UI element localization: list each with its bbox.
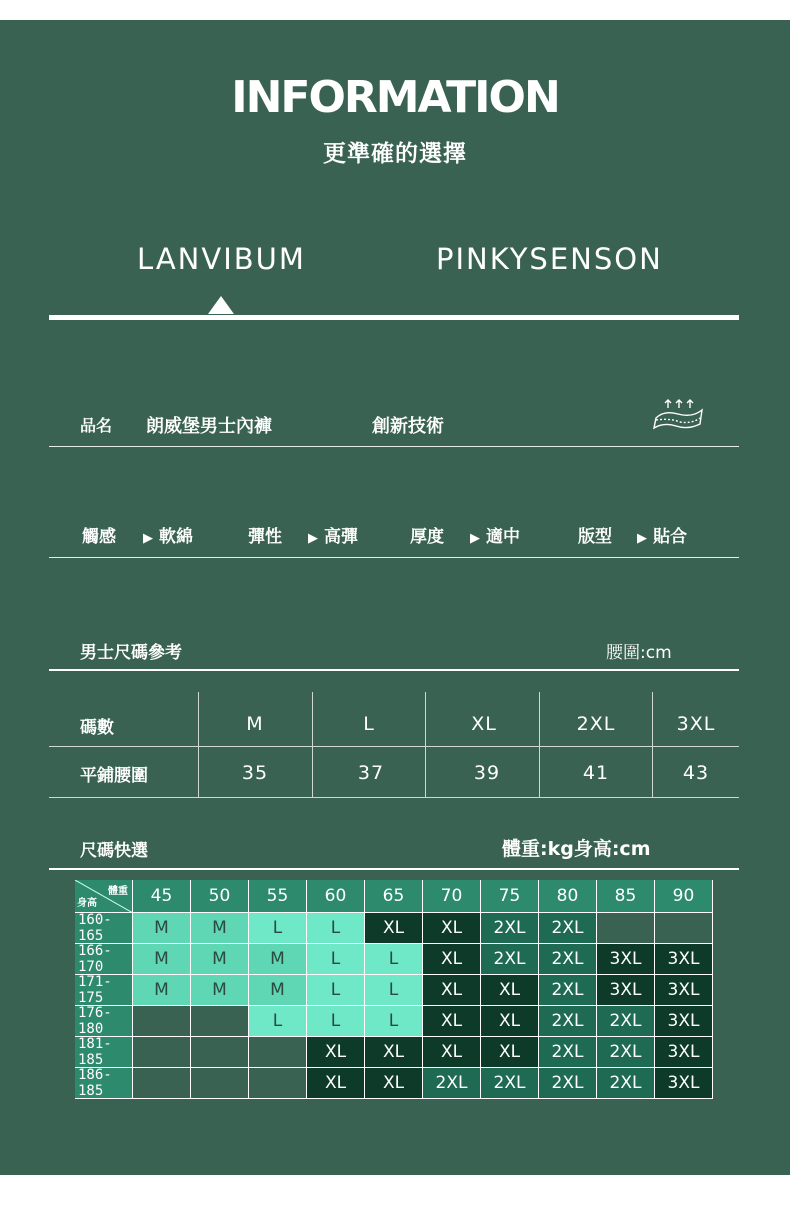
size-cell: 3XL: [597, 944, 655, 975]
size-cell: 2XL: [539, 1006, 597, 1037]
size-cell: XL: [471, 713, 497, 735]
size-cell: XL: [481, 975, 539, 1006]
corner-weight-label: 體重: [108, 886, 128, 897]
weight-header: 85: [597, 880, 655, 913]
size-cell: L: [307, 975, 365, 1006]
weight-header: 45: [133, 880, 191, 913]
product-name-label: 品名: [80, 416, 113, 435]
size-cell: M: [191, 975, 249, 1006]
table-hline: [49, 746, 739, 747]
size-cell: XL: [481, 1037, 539, 1068]
feature-touch-label: 觸感: [82, 527, 116, 547]
waist-cell: 41: [582, 762, 610, 784]
tab-underline: [49, 315, 739, 320]
size-cell: [191, 1068, 249, 1099]
size-cell: M: [133, 913, 191, 944]
size-cell: XL: [365, 1068, 423, 1099]
divider: [49, 868, 739, 870]
feature-touch-value: ▶ 軟綿: [143, 527, 193, 547]
size-cell: XL: [365, 913, 423, 944]
size-cell: 2XL: [539, 1037, 597, 1068]
size-cell: [133, 1068, 191, 1099]
play-arrow-icon: ▶: [308, 531, 318, 546]
feature-elastic-value: ▶ 高彈: [308, 527, 358, 547]
size-cell: [597, 913, 655, 944]
size-ref-title: 男士尺碼參考: [80, 643, 182, 663]
size-cell: 3XL: [655, 975, 713, 1006]
size-ref-unit: 腰圍:cm: [606, 643, 672, 663]
feature-fit-value: ▶ 貼合: [637, 527, 687, 547]
size-cell: L: [307, 944, 365, 975]
waist-cell: 39: [473, 762, 501, 784]
weight-header: 80: [539, 880, 597, 913]
weight-header: 70: [423, 880, 481, 913]
breathable-fabric-icon: [650, 396, 706, 434]
size-row-label: 碼數: [80, 718, 114, 738]
size-cell: M: [249, 975, 307, 1006]
size-cell: 3XL: [655, 1006, 713, 1037]
size-cell: [249, 1068, 307, 1099]
page-title: INFORMATION: [231, 72, 559, 123]
size-cell: XL: [307, 1068, 365, 1099]
size-cell: [655, 913, 713, 944]
divider: [49, 557, 739, 558]
waist-cell: 43: [682, 762, 710, 784]
size-cell: XL: [423, 1037, 481, 1068]
quick-size-unit: 體重:kg身高:cm: [502, 838, 651, 860]
size-cell: M: [191, 944, 249, 975]
weight-header: 55: [249, 880, 307, 913]
table-vline: [198, 692, 199, 798]
weight-header: 50: [191, 880, 249, 913]
brand-tab-pinkysenson[interactable]: PINKYSENSON: [436, 242, 663, 276]
play-arrow-icon: ▶: [637, 531, 647, 546]
size-cell: 2XL: [539, 944, 597, 975]
table-corner: [75, 880, 133, 913]
size-cell: [191, 1006, 249, 1037]
height-label: 176-180: [75, 1006, 133, 1037]
size-cell: 2XL: [481, 944, 539, 975]
divider: [49, 669, 739, 671]
size-cell: XL: [423, 944, 481, 975]
size-cell: M: [246, 713, 264, 735]
play-arrow-icon: ▶: [470, 531, 480, 546]
waist-cell: 35: [241, 762, 269, 784]
size-cell: L: [365, 975, 423, 1006]
size-cell: XL: [365, 1037, 423, 1068]
play-arrow-icon: ▶: [143, 531, 153, 546]
size-cell: L: [249, 1006, 307, 1037]
size-cell: [133, 1037, 191, 1068]
active-tab-caret-icon: [208, 296, 234, 314]
size-cell: L: [249, 913, 307, 944]
size-cell: L: [365, 1006, 423, 1037]
height-label: 186-185: [75, 1068, 133, 1099]
size-cell: M: [133, 944, 191, 975]
weight-header: 65: [365, 880, 423, 913]
quick-size-title: 尺碼快選: [80, 841, 148, 861]
height-label: 160-165: [75, 913, 133, 944]
waist-row-label: 平鋪腰圍: [80, 766, 148, 786]
size-cell: 2XL: [539, 913, 597, 944]
size-cell: L: [307, 913, 365, 944]
size-cell: XL: [423, 913, 481, 944]
feature-fit-label: 版型: [578, 527, 612, 547]
feature-thickness-label: 厚度: [410, 527, 444, 547]
table-vline: [312, 692, 313, 798]
size-cell: 2XL: [539, 975, 597, 1006]
size-cell: M: [249, 944, 307, 975]
size-cell: L: [307, 1006, 365, 1037]
feature-thickness-value: ▶ 適中: [470, 527, 520, 547]
size-cell: 2XL: [597, 1068, 655, 1099]
product-name-value: 朗威堡男士內褲: [146, 416, 272, 437]
size-cell: L: [365, 944, 423, 975]
size-cell: [191, 1037, 249, 1068]
size-cell: 3XL: [676, 713, 716, 735]
tech-label: 創新技術: [372, 416, 444, 437]
size-cell: M: [191, 913, 249, 944]
size-cell: 3XL: [655, 1068, 713, 1099]
page-subtitle: 更準確的選擇: [323, 141, 467, 167]
weight-header: 90: [655, 880, 713, 913]
height-label: 166-170: [75, 944, 133, 975]
size-cell: XL: [423, 975, 481, 1006]
size-cell: 3XL: [655, 944, 713, 975]
size-cell: [133, 1006, 191, 1037]
height-label: 171-175: [75, 975, 133, 1006]
size-cell: 2XL: [539, 1068, 597, 1099]
size-cell: 2XL: [481, 1068, 539, 1099]
weight-header: 75: [481, 880, 539, 913]
weight-header: 60: [307, 880, 365, 913]
size-cell: XL: [423, 1006, 481, 1037]
size-cell: M: [133, 975, 191, 1006]
height-label: 181-185: [75, 1037, 133, 1068]
size-cell: 3XL: [597, 975, 655, 1006]
size-cell: L: [363, 713, 375, 735]
size-cell: 2XL: [576, 713, 616, 735]
size-cell: 2XL: [597, 1006, 655, 1037]
size-cell: XL: [481, 1006, 539, 1037]
corner-height-label: 身高: [77, 898, 97, 909]
waist-cell: 37: [357, 762, 385, 784]
size-cell: [249, 1037, 307, 1068]
size-cell: XL: [307, 1037, 365, 1068]
size-cell: 2XL: [423, 1068, 481, 1099]
size-cell: 3XL: [655, 1037, 713, 1068]
table-hline: [49, 797, 739, 798]
brand-tab-lanvibum[interactable]: LANVIBUM: [137, 242, 306, 276]
feature-elastic-label: 彈性: [248, 527, 282, 547]
divider: [49, 446, 739, 447]
size-cell: 2XL: [597, 1037, 655, 1068]
size-cell: 2XL: [481, 913, 539, 944]
